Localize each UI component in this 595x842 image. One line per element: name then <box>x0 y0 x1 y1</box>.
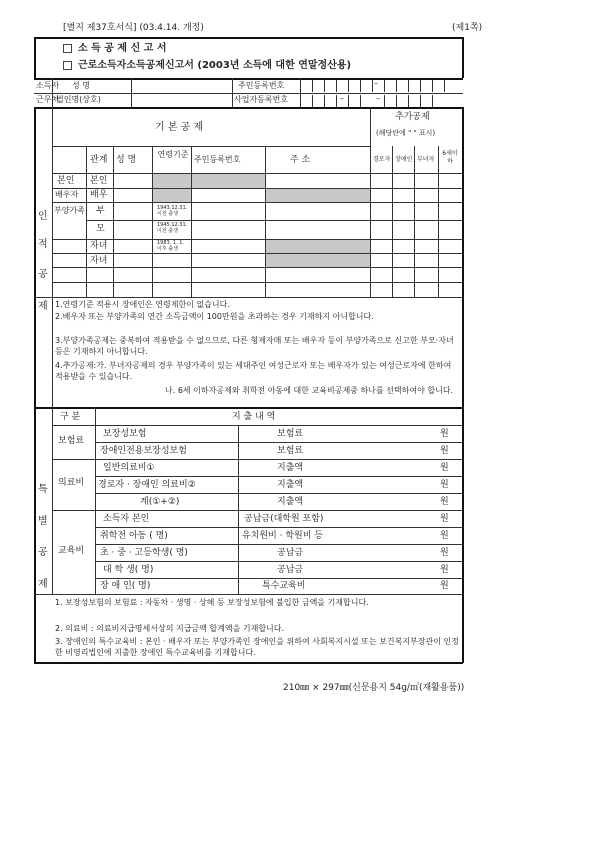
special-row-5-amount[interactable] <box>340 495 436 508</box>
special-row-2-unit: 원 <box>440 446 449 456</box>
personal-note-5: 나. 6세 이하자공제와 취학전 아동에 대한 교육비공제중 하나를 선택하여야 합니다. <box>165 386 454 395</box>
special-side-4: 제 <box>38 579 48 590</box>
special-row-7-item: 취학전 아동 ( 명) <box>100 531 168 541</box>
special-row-4-unit: 원 <box>440 480 449 490</box>
col-age: 연령기준 <box>157 150 189 159</box>
special-row-3-unit: 원 <box>440 463 449 473</box>
special-side-3: 공 <box>38 547 48 558</box>
cat-insurance: 보험료 <box>58 436 85 446</box>
special-row-4-item: 경로자 · 장애인 의료비② <box>98 480 196 490</box>
special-row-7-amount[interactable] <box>345 529 436 542</box>
group-self: 본인 <box>57 176 75 186</box>
relation-self: 본인 <box>90 176 108 186</box>
special-row-2-amount[interactable] <box>340 444 436 457</box>
special-side-1: 특 <box>38 484 48 495</box>
special-row-10-type: 특수교육비 <box>262 581 306 591</box>
special-row-8-item: 초 · 중 · 고등학생( 명) <box>100 548 188 558</box>
special-row-3-item: 일반의료비① <box>103 463 155 473</box>
special-note-2: 2. 의료비 : 의료비지급명세서상의 지급금액 합계액을 기재합니다. <box>55 624 285 633</box>
page-label: (제1쪽) <box>452 23 483 33</box>
name-field[interactable] <box>133 80 229 91</box>
checkbox-income-deduction[interactable] <box>63 44 72 53</box>
personal-note-3: 3.부양가족공제는 중복하여 적용받을 수 없으므로, 다른 형제자매 또는 배우자 등이 부양가족으로 신고한 부모·자녀 등은 기재하지 아니합니다. <box>55 336 454 356</box>
bizno-label: 사업자등록번호 <box>234 95 289 104</box>
special-row-5-item: 계(①+②) <box>140 497 180 507</box>
special-row-1-amount[interactable] <box>340 427 436 440</box>
special-row-1-item: 보장성보험 <box>103 429 147 439</box>
special-row-6-unit: 원 <box>440 514 449 524</box>
special-row-8-unit: 원 <box>440 548 449 558</box>
col-female: 부녀자 <box>417 156 435 163</box>
special-note-3: 3. 장애인의 특수교육비 : 본인 · 배우자 또는 부양가족인 장애인을 위하여 사회복지시설 또는 보건복지부장관이 인정한 비영리법인에 지출한 장애인 특수교육비를 기재합니다. <box>55 637 459 657</box>
workplace-label: 근무처 <box>36 95 60 104</box>
age-note-mother: 1945.12.31. 이전 출생 <box>157 222 188 234</box>
special-row-2-type: 보험료 <box>277 446 304 456</box>
special-row-9-amount[interactable] <box>340 563 436 576</box>
col-elderly: 경로자 <box>373 156 391 163</box>
special-note-1: 1. 보장성보험의 보험료 : 자동차 · 생명 · 상해 등 보장성보험에 불입한 금액을 기재합니다. <box>55 598 369 607</box>
special-row-3-type: 지출액 <box>277 463 304 473</box>
bizno-field[interactable] <box>301 95 461 106</box>
col-address: 주 소 <box>290 155 311 165</box>
personal-note-2: 2.배우자 또는 부양가족의 연간 소득금액이 100만원을 초과하는 경우 기재하지 아니합니다. <box>55 312 374 321</box>
earner-label: 소득자 <box>36 81 60 90</box>
personal-side-3: 공 <box>38 269 48 280</box>
special-row-6-item: 소득자 본인 <box>103 514 150 524</box>
personal-note-4: 4.추가공제:가. 부녀자공제의 경우 부양가족이 있는 세대주인 여성근로자 또는 배우자가 있는 여성근로자에 한하여 적용받을 수 있습니다. <box>55 361 452 381</box>
special-row-5-type: 지출액 <box>277 497 304 507</box>
bizno-dash-2: – <box>376 94 380 103</box>
age-note-father: 1943.12.31. 이전 출생 <box>157 205 188 217</box>
special-row-8-amount[interactable] <box>340 546 436 559</box>
special-row-9-item: 대 학 생( 명) <box>103 565 154 575</box>
special-row-10-amount[interactable] <box>340 580 436 592</box>
col-category: 구 분 <box>60 412 81 422</box>
basic-deduction-header: 기 본 공 제 <box>155 122 204 133</box>
group-dependents: 부양가족 <box>54 206 85 215</box>
col-details: 지 출 내 역 <box>232 412 276 422</box>
special-row-7-unit: 원 <box>440 531 449 541</box>
special-row-6-type: 공납금(대학원 포함) <box>244 514 324 524</box>
special-row-10-unit: 원 <box>440 581 449 591</box>
special-row-7-type: 유치원비 · 학원비 등 <box>242 531 323 541</box>
special-row-5-unit: 원 <box>440 497 449 507</box>
form-number: [별지 제37호서식] (03.4.14. 개정) <box>63 23 204 33</box>
title-line1: 소 득 공 제 신 고 서 <box>78 43 167 54</box>
personal-side-2: 적 <box>38 239 48 250</box>
personal-note-1: 1.연령기준 적용시 장애인은 연령제한이 없습니다. <box>55 300 230 309</box>
relation-mother: 모 <box>96 224 105 234</box>
paper-spec: 210㎜ × 297㎜(신문용지 54g/㎡(재활용품)) <box>283 683 465 693</box>
rrn-dash: – <box>374 79 378 88</box>
cat-medical: 의료비 <box>58 478 85 488</box>
corp-name-field[interactable] <box>133 95 229 106</box>
relation-father: 부 <box>96 206 105 216</box>
special-row-2-item: 장애인전용보장성보험 <box>100 446 187 456</box>
special-row-4-amount[interactable] <box>340 478 436 491</box>
relation-child-1: 자녀 <box>90 241 108 251</box>
special-row-9-type: 공납금 <box>277 565 304 575</box>
col-disabled: 장애인 <box>395 156 413 163</box>
relation-child-2: 자녀 <box>90 256 108 266</box>
relation-spouse: 배우 <box>90 190 108 200</box>
special-row-10-item: 장 애 인( 명) <box>100 581 151 591</box>
col-relation: 관계 <box>90 155 108 165</box>
age-note-child: 1983. 1. 1. 이후 출생 <box>157 240 185 252</box>
title-line2: 근로소득자소득공제신고서 (2003년 소득에 대한 연말정산용) <box>78 60 352 71</box>
col-name: 성 명 <box>116 155 137 165</box>
col-rrn: 주민등록번호 <box>194 155 241 164</box>
additional-deduction-header: 추가공제 <box>395 112 430 122</box>
special-row-1-type: 보험료 <box>277 429 304 439</box>
rrn-label: 주민등록번호 <box>238 81 285 90</box>
special-row-9-unit: 원 <box>440 565 449 575</box>
personal-side-1: 인 <box>38 211 48 222</box>
bizno-dash-1: – <box>340 94 344 103</box>
special-row-8-type: 공납금 <box>277 548 304 558</box>
special-row-3-amount[interactable] <box>340 461 436 474</box>
checkbox-earner-deduction[interactable] <box>63 61 72 70</box>
rrn-field[interactable] <box>301 80 461 91</box>
additional-deduction-sub: (해당란에 " " 표시) <box>376 129 436 137</box>
special-row-1-unit: 원 <box>440 429 449 439</box>
personal-side-4: 제 <box>38 301 48 312</box>
special-row-4-type: 지출액 <box>277 480 304 490</box>
group-spouse: 배우자 <box>55 190 79 199</box>
col-child: 6세이하 <box>442 150 458 165</box>
corp-label: 법인명(상호) <box>56 95 101 104</box>
cat-education: 교육비 <box>58 546 85 556</box>
special-row-6-amount[interactable] <box>345 512 436 525</box>
special-side-2: 별 <box>38 516 48 527</box>
name-label: 성 명 <box>72 81 90 90</box>
